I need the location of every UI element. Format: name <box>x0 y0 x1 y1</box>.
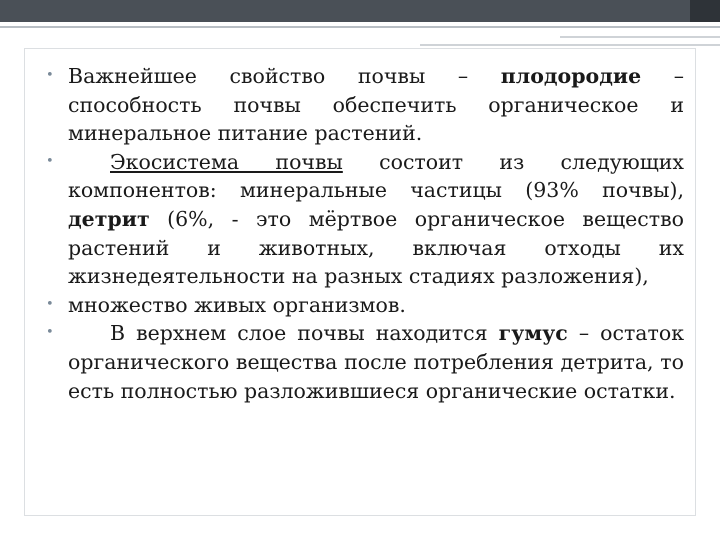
term-fertility: плодородие <box>500 64 642 88</box>
text-run: Важнейшее свойство почвы – <box>68 64 501 88</box>
bullet-icon: • <box>46 296 54 312</box>
text-run: В верхнем слое почвы находится <box>110 321 499 346</box>
bullet-item <box>44 291 684 320</box>
text-run: (6%, - это мёртвое органическое вещество растений и животных, включая отходы их жизнедеятельности на разных стадиях разложения), <box>68 206 684 289</box>
slide-top-bar-accent <box>690 0 720 22</box>
text-run: состоит из следующих компонентов: минеральные частицы (93% почвы), <box>68 149 684 203</box>
text-run: множество живых организмов. <box>68 292 406 317</box>
bullet-icon: • <box>46 153 54 169</box>
decor-line <box>420 44 720 46</box>
bullet-item <box>44 62 684 148</box>
text-run: – остаток органического вещества после потребления детрита, то есть полностью разложившиеся органические остатки. <box>68 321 685 403</box>
slide-content <box>44 62 684 405</box>
decor-line <box>0 26 720 28</box>
term-detritus: детрит <box>68 206 150 231</box>
slide-top-bar <box>0 0 720 22</box>
text-run: – способность почвы обеспечить органическое и минеральное питание растений. <box>68 64 684 146</box>
decor-line <box>560 36 720 38</box>
term-humus: гумус <box>498 321 568 346</box>
bullet-icon: • <box>46 325 54 341</box>
term-ecosystem: Экосистема почвы <box>110 149 343 174</box>
bullet-item <box>44 319 684 405</box>
bullet-icon: • <box>46 68 54 83</box>
bullet-item <box>44 148 684 291</box>
